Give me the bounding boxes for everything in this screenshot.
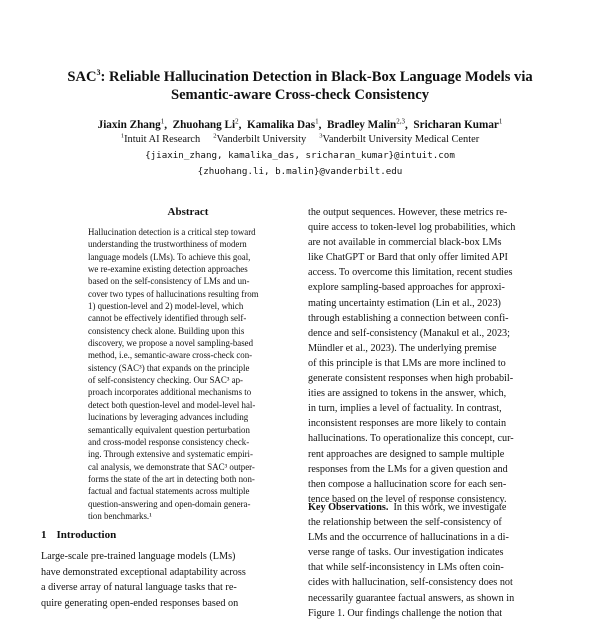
- text-line: cannot be effectively identified through self-: [88, 313, 247, 324]
- email-line: {zhuohang.li, b.malin}@vanderbilt.edu: [197, 166, 403, 177]
- key-observations-label: Key Observations.: [308, 502, 389, 513]
- paper-title: [30, 68, 570, 104]
- text-line: forms the state of the art in detecting both non-: [88, 473, 255, 484]
- text-line: Key Observations. In this work, we investigate: [308, 502, 507, 513]
- text-line: in turn, implies a level of factuality. In contrast,: [308, 403, 502, 415]
- affiliation: $^1$Intuit AI Research: [120, 132, 201, 145]
- text-line: are not available in commercial black-box LMs: [308, 237, 502, 249]
- author: Jiaxin Zhang$^1$: [97, 117, 165, 131]
- title-line-1: SAC$^3$: Reliable Hallucination Detection in Black-Box Language Models via: [67, 68, 533, 85]
- text-line: explore sampling-based approaches for approxi-: [308, 282, 505, 294]
- affiliation-list: [30, 133, 570, 146]
- author: Zhuohang Li$^2$: [172, 117, 239, 131]
- text-line: language models (LMs). To achieve this goal,: [88, 251, 251, 262]
- text-line: cal analysis, we demonstrate that SAC³ outper-: [88, 461, 255, 472]
- text-line: like ChatGPT or Bard that only offer limited API: [308, 252, 508, 264]
- text-line: Figure 1. Our findings challenge the notion that: [308, 607, 503, 619]
- text-line: generate consistent responses when high probabil-: [308, 373, 514, 385]
- author: Bradley Malin$^{2,3}$: [326, 117, 406, 131]
- text-line: of this principle is that LMs are more inclined to: [308, 357, 506, 369]
- section-title: Introduction: [56, 529, 117, 541]
- text-line: inconsistent responses are more likely to contain: [308, 418, 507, 430]
- text-line: discovery, we propose a novel sampling-based: [88, 338, 254, 349]
- text-line: and cross-model response consistency check-: [88, 436, 250, 447]
- text-line: 1) question-level and 2) model-level, which: [88, 301, 244, 312]
- text-line: based on the self-consistency of LMs and un-: [88, 276, 250, 287]
- text-line: ities are assigned to tokens in the answer, which,: [308, 388, 507, 400]
- text-line: factual and factual statements across multiple: [88, 486, 250, 497]
- text-line: tence based on the level of response consistency.: [308, 493, 507, 505]
- text-line: quire generating open-ended responses based on: [41, 597, 239, 609]
- text-line: hallucinations. To operationalize this concept, cur-: [308, 433, 514, 445]
- text-line: verse range of tasks. Our investigation indicates: [308, 547, 504, 559]
- text-line: tion benchmarks.¹: [88, 510, 152, 521]
- text-line: rent approaches are designed to sample multiple: [308, 448, 505, 460]
- text-line: Large-scale pre-trained language models (LMs): [41, 551, 236, 562]
- text-line: sistency (SAC³) that expands on the principle: [88, 362, 250, 373]
- text-line: have demonstrated exceptional adaptability across: [41, 566, 246, 578]
- introduction-body: [41, 549, 293, 611]
- text-line: that while self-inconsistency in LMs often coin-: [308, 562, 504, 574]
- right-column-paragraph-2: [308, 500, 562, 621]
- text-line: responses from the LMs for a given question and: [308, 463, 508, 475]
- text-line: proach incorporates additional mechanisms to: [88, 387, 252, 398]
- section-number: 1: [41, 529, 47, 541]
- title-line-2: Semantic-aware Cross-check Consistency: [170, 87, 430, 103]
- affiliation: $^2$Vanderbilt University: [213, 132, 307, 145]
- text-line: consistency check alone. Building upon this: [88, 325, 245, 336]
- text-line: detect both question-level and model-level hal-: [88, 399, 256, 410]
- text-line: Mündler et al., 2023). The underlying premise: [308, 342, 497, 354]
- email-list: [30, 148, 570, 180]
- right-column-paragraph-1: [308, 205, 562, 507]
- paragraph-lines: [308, 515, 562, 621]
- text-line: a diverse array of natural language tasks that re-: [41, 582, 237, 594]
- author: Sricharan Kumar$^1$: [413, 117, 503, 131]
- text-line: LMs and the occurrence of hallucinations in a di-: [308, 532, 509, 544]
- author-list: Jiaxin Zhang$^1$, Zhuohang Li$^2$, Kamalika Das$^1$, Bradley Malin$^{2,3}$, Sricharan Kumar$^1$: [97, 117, 503, 131]
- text-line: ing. Through extensive and systematic empiri-: [88, 449, 253, 460]
- text-line: quire access to token-level log probabilities, which: [308, 222, 516, 234]
- text-line: we re-examine existing detection approaches: [88, 264, 248, 275]
- author: Kamalika Das$^1$: [247, 117, 319, 131]
- text-line: the output sequences. However, these metrics re-: [308, 207, 508, 218]
- email-line: {jiaxin_zhang, kamalika_das, sricharan_kumar}@intuit.com: [145, 150, 455, 161]
- text-line: of self-consistency checking. Our SAC³ ap-: [88, 375, 243, 386]
- text-line: cover two types of hallucinations resulting from: [88, 288, 259, 299]
- abstract-heading: Abstract: [167, 206, 209, 218]
- text-line: Hallucination detection is a critical step toward: [88, 227, 256, 237]
- text-line: then compose a hallucination score for each sen-: [308, 478, 507, 490]
- text-line: dence and self-consistency (Manakul et al., 2023;: [308, 327, 510, 339]
- text-line: necessarily guarantee factual answers, as shown in: [308, 592, 515, 604]
- text-line: understanding the trustworthiness of modern: [88, 239, 247, 250]
- affiliation: $^3$Vanderbilt University Medical Center: [319, 132, 480, 145]
- text-line: the relationship between the self-consistency of: [308, 517, 502, 529]
- text-line: mating uncertainty estimation (Lin et al., 2023): [308, 297, 501, 309]
- text-line: question-answering and open-domain genera-: [88, 498, 251, 509]
- section-heading: [41, 529, 116, 541]
- abstract-body: [88, 226, 282, 522]
- text-line: access. To overcome this limitation, recent studies: [308, 267, 513, 279]
- text-line: cides with hallucination, self-consistency does not: [308, 577, 513, 589]
- text-line: semantically equivalent question perturbation: [88, 424, 250, 435]
- text-line: through establishing a connection between confi-: [308, 312, 509, 324]
- text-line: lucinations by leveraging advances including: [88, 412, 249, 423]
- text-line: method, i.e., semantic-aware cross-check con-: [88, 350, 253, 361]
